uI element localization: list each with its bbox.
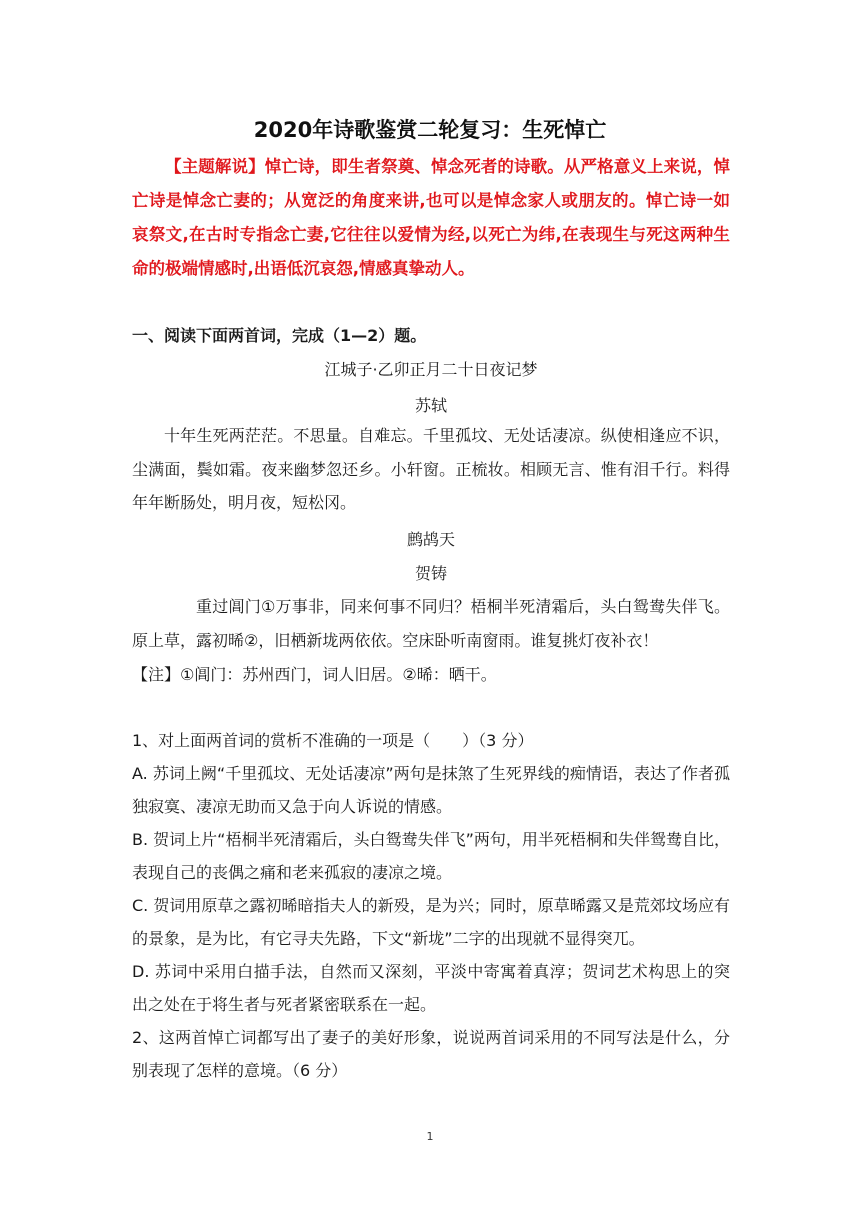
question-1-stem: 1、对上面两首词的赏析不准确的一项是（ ）（3 分） [132,731,534,750]
poem2-body [132,590,730,657]
poem1-body [132,419,730,520]
poem1-author: 苏轼 [414,396,447,415]
theme-intro-text: 【主题解说】悼亡诗，即生者祭奠、悼念死者的诗歌。从严格意义上来说，悼亡诗是悼念亡妻的；从宽泛的角度来讲,也可以是悼念家人或朋友的。悼亡诗一如哀祭文,在古时专指念亡妻,它往往以爱情为经,以死亡为纬,在表现生与死这两种生命的极端情感时,出语低沉哀怨,情感真挚动人。 [132,157,730,278]
page-number: 1 [426,1130,434,1143]
theme-intro [132,150,730,286]
option-c: C. 贺词用原草之露初晞暗指夫人的新殁，是为兴；同时，原草晞露又是荒郊坟场应有的景象，是为比，有它寻夫先路，下文“新垅”二字的出现就不显得突兀。 [132,896,730,948]
option-a: A. 苏词上阙“千里孤坟、无处话凄凉”两句是抹煞了生死界线的痴情语，表达了作者孤独寂寞、凄凉无助而又急于向人诉说的情感。 [132,764,730,816]
poem2-author: 贺铸 [414,564,447,583]
section-heading: 一、阅读下面两首词，完成（1—2）题。 [132,326,427,345]
page-title: 2020年诗歌鉴赏二轮复习：生死悼亡 [253,118,607,142]
footnote: 【注】①阊门：苏州西门，词人旧居。②晞：晒干。 [132,665,497,684]
poem2-title: 鹧鸪天 [406,530,455,549]
question-2-stem: 2、这两首悼亡词都写出了妻子的美好形象，说说两首词采用的不同写法是什么，分别表现了怎样的意境。（6 分） [132,1028,730,1080]
poem2-text: 重过阊门①万事非，同来何事不同归？梧桐半死清霜后，头白鸳鸯失伴飞。原上草，露初晞②，旧栖新垅两依依。空床卧听南窗雨。谁复挑灯夜补衣！ [132,597,730,650]
option-d: D. 苏词中采用白描手法，自然而又深刻，平淡中寄寓着真淳；贺词艺术构思上的突出之处在于将生者与死者紧密联系在一起。 [132,962,730,1014]
poem1-title: 江城子·乙卯正月二十日夜记梦 [324,360,538,379]
option-b: B. 贺词上片“梧桐半死清霜后，头白鸳鸯失伴飞”两句，用半死梧桐和失伴鸳鸯自比，表现自己的丧偶之痛和老来孤寂的凄凉之境。 [132,830,730,882]
poem1-text: 十年生死两茫茫。不思量。自难忘。千里孤坟、无处话凄凉。纵使相逢应不识，尘满面，鬓如霜。夜来幽梦忽还乡。小轩窗。正梳妆。相顾无言、惟有泪千行。料得年年断肠处，明月夜，短松冈。 [132,426,730,512]
question-1 [132,724,730,1087]
